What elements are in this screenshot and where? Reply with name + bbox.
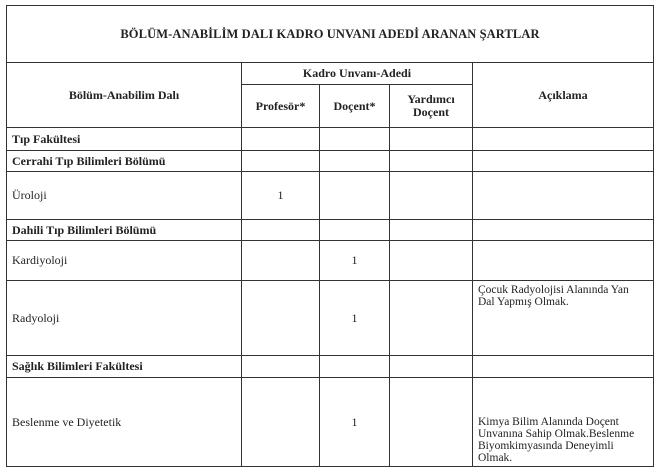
profesor-count: [242, 281, 320, 356]
table-row: [7, 281, 654, 356]
profesor-cell: [242, 128, 320, 151]
table-row: [7, 128, 654, 151]
kadro-table: [6, 5, 654, 467]
department-name: Beslenme ve Diyetetik: [7, 378, 242, 467]
header-yardimci-docent: Yardımcı Doçent: [390, 85, 473, 128]
aciklama-text: [473, 172, 654, 220]
yardimci-docent-count: [390, 281, 473, 356]
section-name: Cerrahi Tıp Bilimleri Bölümü: [7, 151, 242, 172]
docent-count: 1: [320, 281, 390, 356]
table-row: [7, 378, 654, 467]
yardimci-docent-count: [390, 378, 473, 467]
yardimci-docent-cell: [390, 356, 473, 378]
docent-count: 1: [320, 241, 390, 281]
header-row-1: [7, 63, 654, 85]
table-row: [7, 220, 654, 241]
department-name: Üroloji: [7, 172, 242, 220]
aciklama-cell: [473, 356, 654, 378]
profesor-count: 1: [242, 172, 320, 220]
profesor-cell: [242, 151, 320, 172]
profesor-count: [242, 241, 320, 281]
docent-cell: [320, 151, 390, 172]
yardimci-docent-count: [390, 241, 473, 281]
section-name: Sağlık Bilimleri Fakültesi: [7, 356, 242, 378]
yardimci-docent-cell: [390, 128, 473, 151]
header-kadro-group: Kadro Unvanı-Adedi: [242, 63, 473, 85]
docent-cell: [320, 356, 390, 378]
aciklama-text: Kimya Bilim Alanında Doçent Unvanına Sahip Olmak.Beslenme Biyomkimyasında Deneyimli Olmak.: [473, 378, 654, 467]
table-row: [7, 172, 654, 220]
table-row: [7, 151, 654, 172]
header-aciklama: Açıklama: [473, 63, 654, 128]
header-department: Bölüm-Anabilim Dalı: [7, 63, 242, 128]
section-name: Dahili Tıp Bilimleri Bölümü: [7, 220, 242, 241]
docent-cell: [320, 128, 390, 151]
profesor-cell: [242, 220, 320, 241]
section-name: Tıp Fakültesi: [7, 128, 242, 151]
docent-cell: [320, 220, 390, 241]
aciklama-cell: [473, 128, 654, 151]
docent-count: 1: [320, 378, 390, 467]
aciklama-text: Çocuk Radyolojisi Alanında Yan Dal Yapmış Olmak.: [473, 281, 654, 356]
department-name: Radyoloji: [7, 281, 242, 356]
header-profesor: Profesör*: [242, 85, 320, 128]
aciklama-cell: [473, 220, 654, 241]
table-title: BÖLÜM-ANABİLİM DALI KADRO UNVANI ADEDİ ARANAN ŞARTLAR: [7, 6, 654, 63]
yardimci-docent-cell: [390, 220, 473, 241]
docent-count: [320, 172, 390, 220]
title-row: [7, 6, 654, 63]
department-name: Kardiyoloji: [7, 241, 242, 281]
yardimci-docent-cell: [390, 151, 473, 172]
table-row: [7, 241, 654, 281]
profesor-count: [242, 378, 320, 467]
header-docent: Doçent*: [320, 85, 390, 128]
profesor-cell: [242, 356, 320, 378]
yardimci-docent-count: [390, 172, 473, 220]
aciklama-text: [473, 241, 654, 281]
table-row: [7, 356, 654, 378]
aciklama-cell: [473, 151, 654, 172]
